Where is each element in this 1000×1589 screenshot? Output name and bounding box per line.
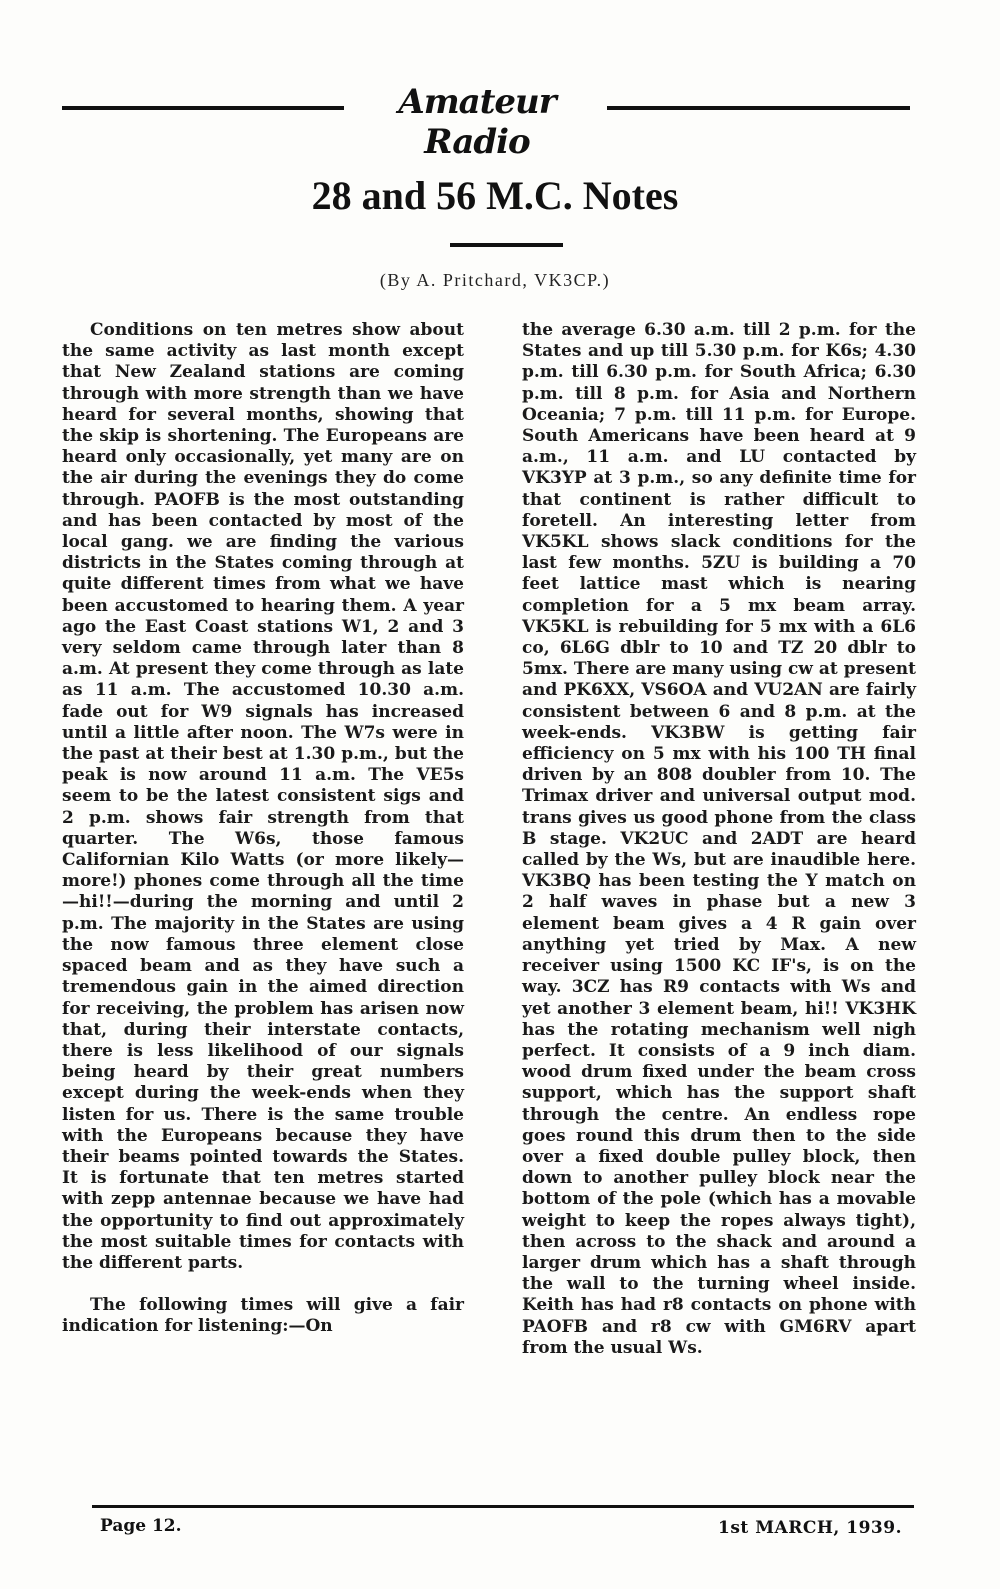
masthead-rule-left [62,106,344,110]
article-byline: (By A. Pritchard, VK3CP.) [379,270,611,290]
right-paragraph-1: the average 6.30 a.m. till 2 p.m. for the States and up till 5.30 p.m. for K6s; 4.30 p.m. till 6.30 p.m. for South Africa; 6.30 p.m. till 8 p.m. for Asia and Northern Oceania; 7 p.m. till 11 p.m. for Europe. South Americans have been heard at 9 a.m., 11 a.m. and LU contacted by VK3YP at 3 p.m., so any definite time for that continent is rather difficult to foretell. An interesting letter from VK5KL shows slack conditions for the last few months. 5ZU is building a 70 feet lattice mast which is nearing completion for a 5 mx beam array. VK5KL is rebuilding for 5 mx with a 6L6 co, 6L6G dblr to 10 and TZ 20 dblr to 5mx. There are many using cw at present and PK6XX, VS6OA and VU2AN are fairly consistent between 6 and 8 p.m. at the week-ends. VK3BW is getting fair efficiency on 5 mx with his 100 TH final driven by an 808 doubler from 10. The Trimax driver and universal output mod. trans gives us good phone from the class B stage. VK2UC and 2ADT are heard called by the Ws, but are inaudible here. VK3BQ has been testing the Y match on 2 half waves in phase but a new 3 element beam gives a 4 R gain over anything yet tried by Max. A new receiver using 1500 KC IF's, is on the way. 3CZ has R9 contacts with Ws and yet another 3 element beam, hi!! VK3HK has the rotating mechanism well nigh perfect. It consists of a 9 inch diam. wood drum fixed under the beam cross support, which has the support shaft through the centre. An endless rope goes round this drum then to the side over a fixed double pulley block, then down to another pulley block near the bottom of the pole (which has a movable weight to keep the ropes always tight), then across to the shack and around a larger drum which has a shaft through the wall to the turning wheel inside. Keith has had r8 contacts on phone with PAOFB and r8 cw with GM6RV apart from the usual Ws. [522,320,916,1358]
masthead [62,76,910,162]
footer-rule [92,1505,914,1508]
left-column [62,320,464,1338]
right-column [522,320,916,1359]
title-underline [450,243,563,247]
left-paragraph-1: Conditions on ten metres show about the same activity as last month except that New Zealand stations are coming through with more strength than we have heard for several months, showing that the skip is shortening. The Europeans are heard only occasionally, yet many are on the air during the evenings they do come through. PAOFB is the most outstanding and has been contacted by most of the local gang. we are finding the various districts in the States coming through at quite different times from what we have been accustomed to hearing them. A year ago the East Coast stations W1, 2 and 3 very seldom came through later than 8 a.m. At present they come through as late as 11 a.m. The accustomed 10.30 a.m. fade out for W9 signals has increased until a little after noon. The W7s were in the past at their best at 1.30 p.m., but the peak is now around 11 a.m. The VE5s seem to be the latest consistent sigs and 2 p.m. shows fair strength from that quarter. The W6s, those famous Californian Kilo Watts (or more likely—more!) phones come through all the time—hi!!—during the morning and until 2 p.m. The majority in the States are using the now famous three element close spaced beam and as they have such a tremendous gain in the aimed direction for receiving, the problem has arisen now that, during their interstate contacts, there is less likelihood of our signals being heard by their great numbers except during the week-ends when they listen for us. There is the same trouble with the Europeans because they have their beams pointed towards the States. It is fortunate that ten metres started with zepp antennae because we have had the opportunity to find out approximately the most suitable times for contacts with the different parts. [62,320,464,1273]
masthead-logo: Amateur Radio [398,82,556,162]
left-paragraph-2: The following times will give a fair indication for listening:—On [62,1295,464,1337]
article-title: 28 and 56 M.C. Notes [311,173,679,218]
page-number: Page 12. [100,1516,182,1536]
issue-date: 1st MARCH, 1939. [718,1518,902,1538]
masthead-rule-right [607,106,910,110]
